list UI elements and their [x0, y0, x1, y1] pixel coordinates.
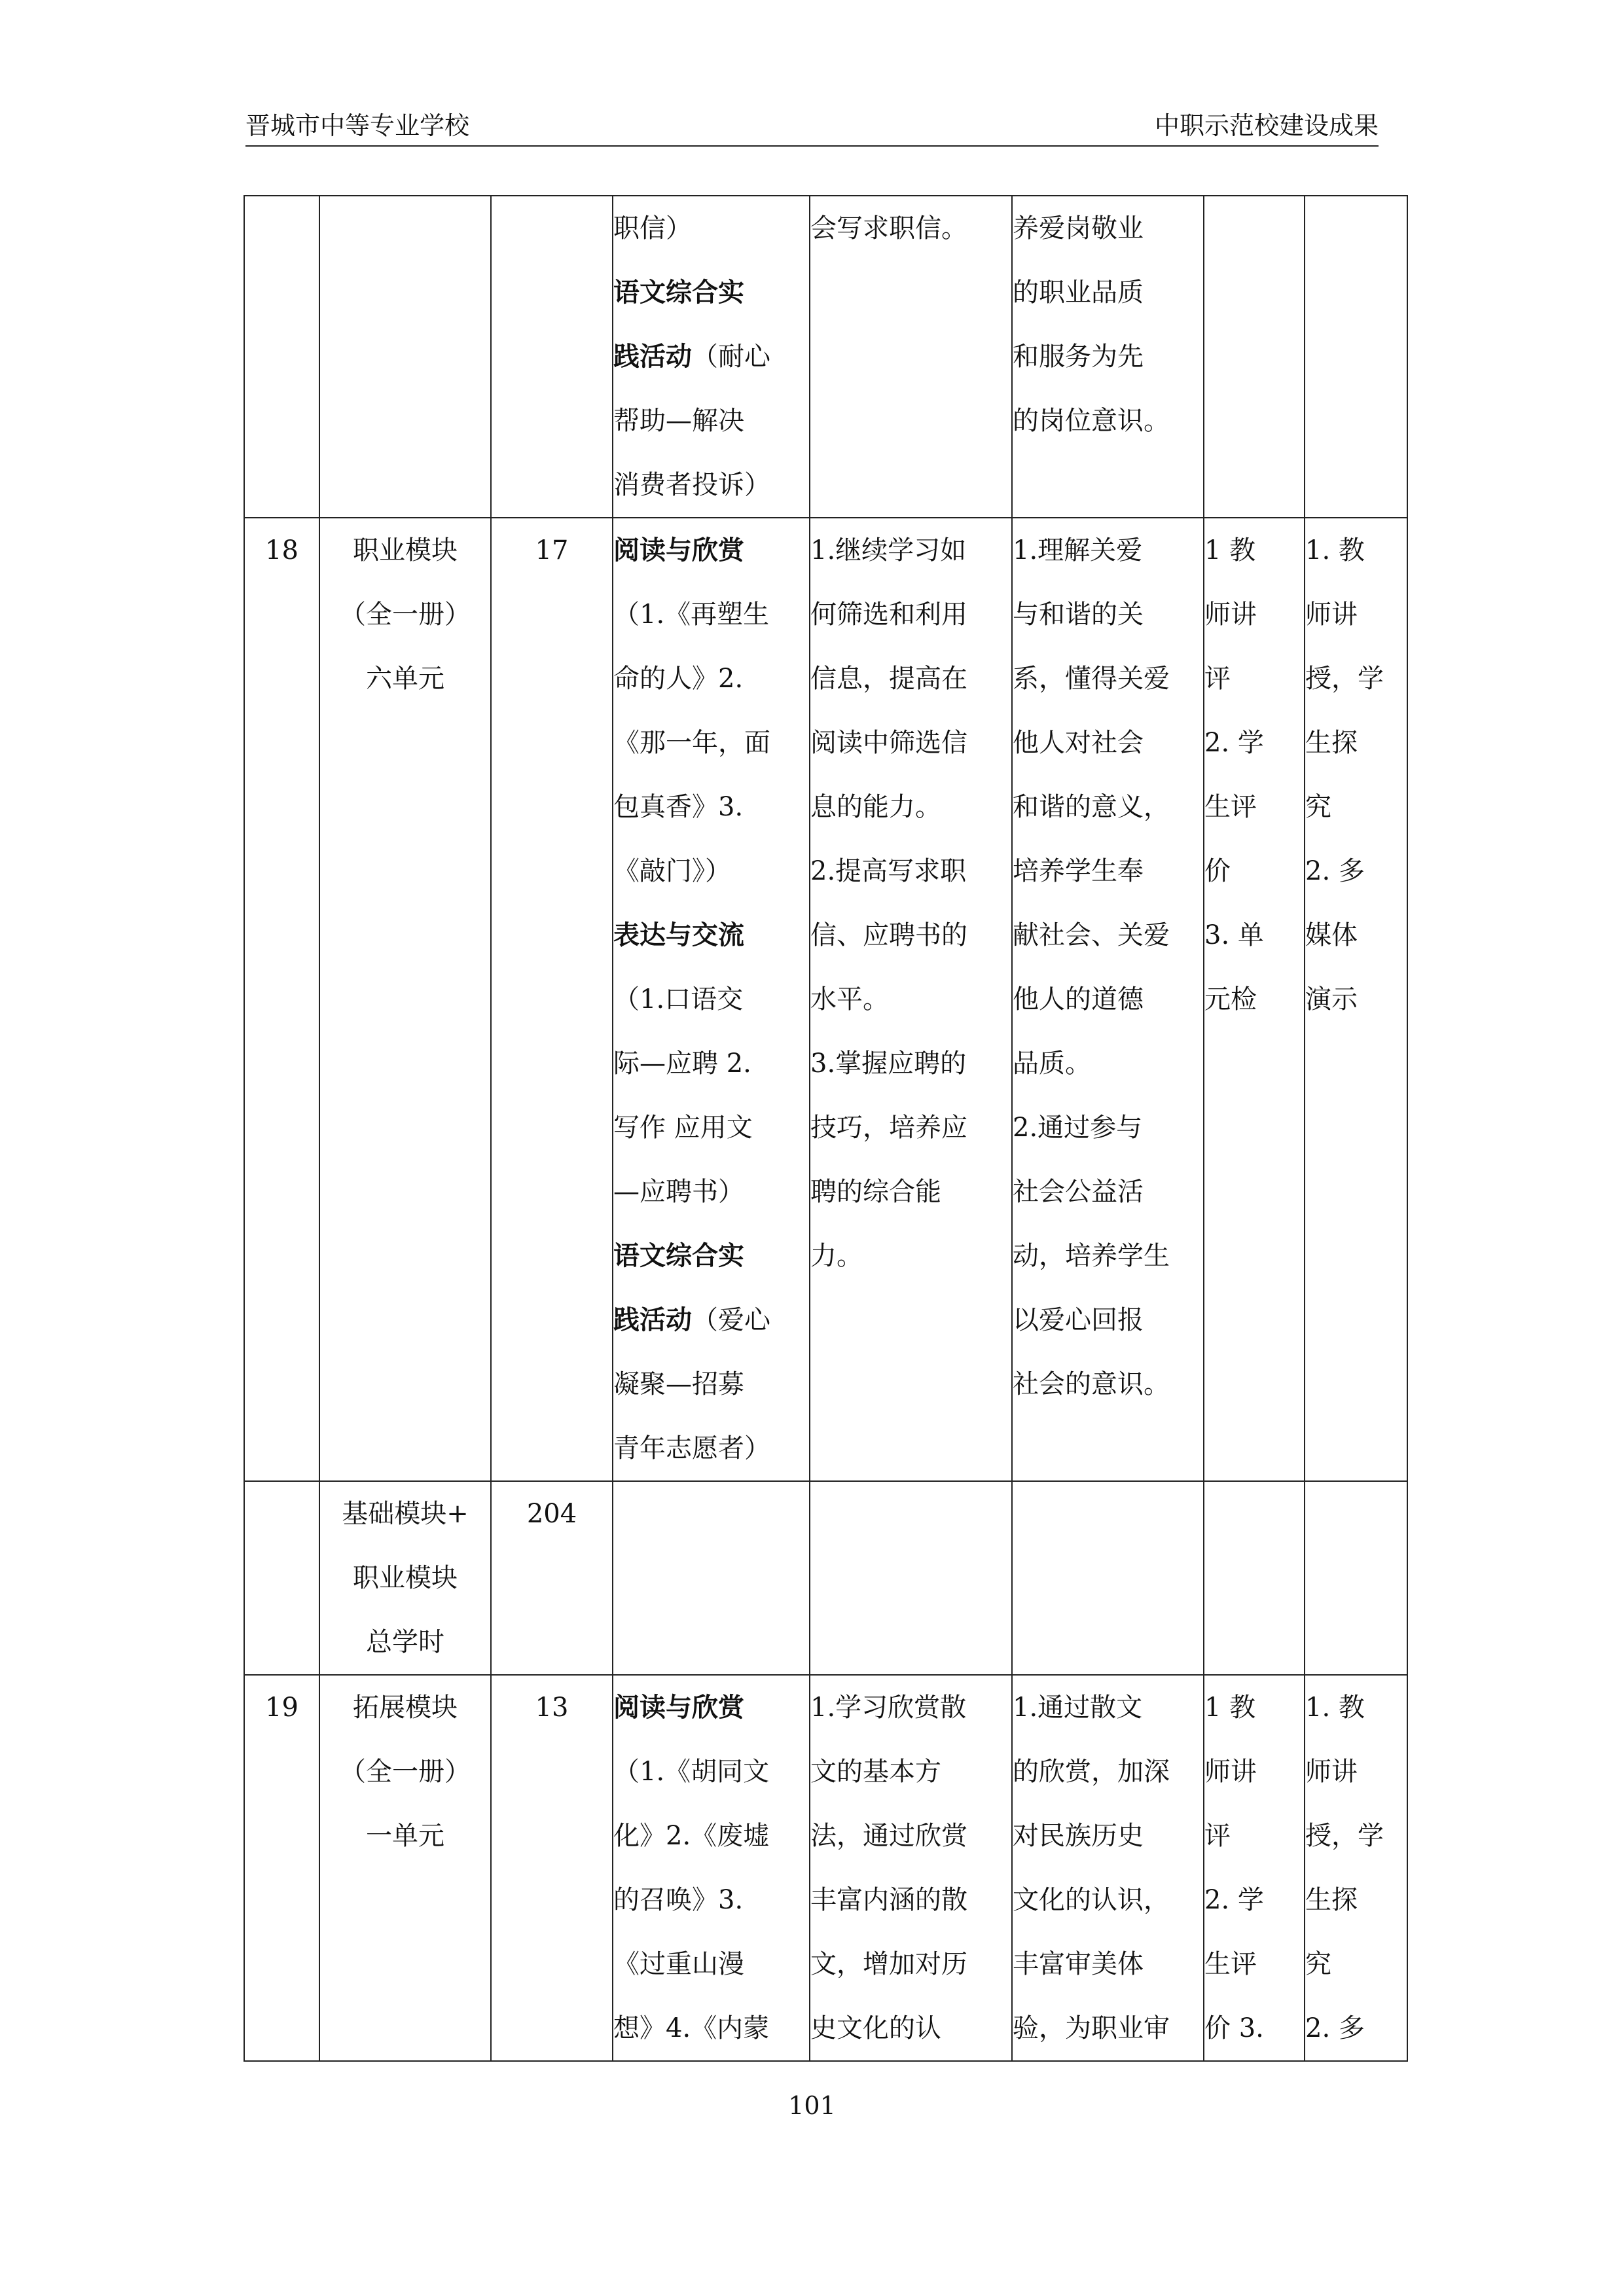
cell-line: 2.通过参与 — [1013, 1113, 1143, 1143]
content-text: 包真香》3. — [613, 792, 744, 822]
cell-line: 2. 多 — [1305, 856, 1365, 886]
cell-line: 养爱岗敬业 — [1013, 213, 1144, 243]
content-line — [613, 1288, 809, 1352]
cell-line: 文的基本方 — [810, 1757, 941, 1787]
cell-line: 文化的认识， — [1013, 1885, 1170, 1915]
cell-line: 价 3. — [1204, 2013, 1264, 2043]
cell-line: 献社会、关爱 — [1013, 920, 1170, 950]
ability-cell — [810, 196, 1012, 518]
cell-line: 2. 学 — [1204, 728, 1264, 758]
cell-line: 社会公益活 — [1013, 1177, 1144, 1207]
cell-line: 职业模块 — [353, 535, 458, 565]
hours-cell — [491, 518, 613, 1481]
content-text: 想》4.《内蒙 — [613, 2013, 770, 2043]
table-row — [244, 1481, 1407, 1675]
cell-line: 丰富审美体 — [1013, 1949, 1144, 1979]
hours-cell — [491, 196, 613, 518]
cell-line: 元检 — [1204, 984, 1257, 1014]
hours-value: 13 — [535, 1693, 569, 1723]
cell-line: 聘的综合能 — [810, 1177, 941, 1207]
cell-line: 1.通过散文 — [1013, 1693, 1143, 1723]
cell-line: 信、应聘书的 — [810, 920, 967, 950]
assessment-cell — [1204, 518, 1305, 1481]
method-cell — [1305, 196, 1407, 518]
content-line — [613, 518, 809, 583]
cell-line: 的岗位意识。 — [1013, 406, 1170, 436]
cell-line: 对民族历史 — [1013, 1821, 1144, 1851]
cell-line: 六单元 — [366, 664, 444, 694]
content-text: 命的人》2. — [613, 664, 744, 694]
cell-line: 品质。 — [1013, 1049, 1091, 1079]
cell-line: 基础模块+ — [342, 1499, 469, 1529]
cell-line: 的职业品质 — [1013, 278, 1144, 308]
content-line — [613, 647, 809, 711]
content-cell — [613, 1675, 810, 2061]
content-text: 语文综合实 — [613, 1240, 744, 1271]
module-cell — [319, 1481, 491, 1675]
content-text: （1.《胡同文 — [613, 1757, 770, 1787]
content-text: 际—应聘 2. — [613, 1049, 751, 1079]
cell-line: 1.学习欣赏散 — [810, 1693, 967, 1723]
content-line — [613, 1932, 809, 1996]
cell-line: 3. 单 — [1204, 920, 1264, 950]
method-cell — [1305, 518, 1407, 1481]
content-line — [613, 260, 809, 325]
cell-line: 丰富内涵的散 — [810, 1885, 967, 1915]
content-text-rest: （耐心 — [692, 342, 770, 372]
cell-line: 1 教 — [1204, 535, 1256, 565]
cell-line: 的欣赏，加深 — [1013, 1757, 1170, 1787]
cell-line: 培养学生奉 — [1013, 856, 1144, 886]
content-line — [613, 1804, 809, 1868]
school-name: 晋城市中等专业学校 — [245, 111, 470, 140]
cell-line: 1.继续学习如 — [810, 535, 967, 565]
content-text: 青年志愿者） — [613, 1433, 770, 1463]
hours-cell — [491, 1481, 613, 1675]
module-cell — [319, 196, 491, 518]
cell-line: 法，通过欣赏 — [810, 1821, 967, 1851]
content-line — [613, 1416, 809, 1480]
cell-line: 息的能力。 — [810, 792, 941, 822]
curriculum-table — [244, 195, 1408, 2062]
cell-line: 总学时 — [366, 1627, 444, 1657]
quality-cell — [1012, 1675, 1204, 2061]
content-line — [613, 775, 809, 839]
content-text: 《过重山漫 — [613, 1949, 744, 1979]
cell-line: 评 — [1204, 1821, 1231, 1851]
cell-line: 2.提高写求职 — [810, 856, 967, 886]
cell-line: （全一册） — [340, 1757, 471, 1787]
ability-cell — [810, 1675, 1012, 2061]
method-cell — [1305, 1481, 1407, 1675]
content-line — [613, 903, 809, 967]
row-number-cell — [244, 1675, 319, 2061]
content-line — [613, 967, 809, 1031]
cell-line: 1 教 — [1204, 1693, 1256, 1723]
cell-line: 生评 — [1204, 1949, 1257, 1979]
content-text: 践活动 — [613, 341, 692, 372]
hours-value: 204 — [526, 1499, 577, 1529]
cell-line: 阅读中筛选信 — [810, 728, 967, 758]
assessment-cell — [1204, 1481, 1305, 1675]
cell-line: 究 — [1305, 1949, 1331, 1979]
row-number-cell — [244, 196, 319, 518]
content-text: 践活动 — [613, 1304, 692, 1335]
content-line — [613, 1031, 809, 1096]
content-cell — [613, 518, 810, 1481]
content-text: 《那一年，面 — [613, 728, 770, 758]
content-text-rest: （爱心 — [692, 1305, 770, 1335]
content-line — [613, 453, 809, 517]
cell-line: 和谐的意义， — [1013, 792, 1170, 822]
content-text: 帮助—解决 — [613, 406, 744, 436]
ability-cell — [810, 518, 1012, 1481]
content-text: 阅读与欣赏 — [613, 1692, 744, 1723]
cell-line: 水平。 — [810, 984, 889, 1014]
content-text: 凝聚—招募 — [613, 1369, 744, 1399]
cell-line: 2. 学 — [1204, 1885, 1264, 1915]
content-text: 消费者投诉） — [613, 470, 770, 500]
cell-line: 演示 — [1305, 984, 1358, 1014]
table-row — [244, 1675, 1407, 2061]
content-line — [613, 325, 809, 389]
quality-cell — [1012, 518, 1204, 1481]
content-line — [613, 1096, 809, 1160]
cell-line: 生探 — [1305, 728, 1358, 758]
cell-line: 价 — [1204, 856, 1231, 886]
content-text: 写作 应用文 — [613, 1113, 753, 1143]
cell-line: 2. 多 — [1305, 2013, 1365, 2043]
content-line — [613, 1996, 809, 2060]
cell-line: 职业模块 — [353, 1563, 458, 1593]
content-text: 《敲门》） — [613, 856, 731, 886]
cell-line: 会写求职信。 — [810, 213, 967, 243]
table-row — [244, 518, 1407, 1481]
content-line — [613, 583, 809, 647]
content-line — [613, 839, 809, 903]
content-line — [613, 1868, 809, 1932]
cell-line: 他人对社会 — [1013, 728, 1144, 758]
content-text: —应聘书） — [613, 1177, 744, 1207]
content-text: 表达与交流 — [613, 920, 744, 950]
page-header — [245, 113, 1379, 147]
cell-line: 验，为职业审 — [1013, 2013, 1170, 2043]
cell-line: 一单元 — [366, 1821, 444, 1851]
cell-line: 生探 — [1305, 1885, 1358, 1915]
content-text: （1.口语交 — [613, 984, 744, 1014]
cell-line: 技巧，培养应 — [810, 1113, 967, 1143]
cell-line: 3.掌握应聘的 — [810, 1049, 967, 1079]
cell-line: 动，培养学生 — [1013, 1241, 1170, 1271]
table-row — [244, 196, 1407, 518]
document-title: 中职示范校建设成果 — [1154, 111, 1379, 140]
cell-line: 评 — [1204, 664, 1231, 694]
content-line — [613, 1160, 809, 1224]
cell-line: 师讲 — [1305, 600, 1358, 630]
content-cell — [613, 196, 810, 518]
row-number: 19 — [265, 1693, 298, 1723]
page-number: 101 — [788, 2091, 836, 2120]
content-text: 职信） — [613, 213, 692, 243]
cell-line: 1.理解关爱 — [1013, 535, 1143, 565]
cell-line: 授，学 — [1305, 664, 1384, 694]
cell-line: 史文化的认 — [810, 2013, 941, 2043]
method-cell — [1305, 1675, 1407, 2061]
content-line — [613, 711, 809, 775]
assessment-cell — [1204, 196, 1305, 518]
cell-line: 以爱心回报 — [1013, 1305, 1144, 1335]
content-line — [613, 1352, 809, 1416]
cell-line: 文，增加对历 — [810, 1949, 967, 1979]
row-number: 18 — [265, 535, 298, 565]
content-text: （1.《再塑生 — [613, 600, 770, 630]
cell-line: 信息，提高在 — [810, 664, 967, 694]
content-line — [613, 1740, 809, 1804]
content-text: 阅读与欣赏 — [613, 535, 744, 565]
cell-line: 师讲 — [1305, 1757, 1358, 1787]
content-cell — [613, 1481, 810, 1675]
cell-line: 生评 — [1204, 792, 1257, 822]
cell-line: 何筛选和利用 — [810, 600, 967, 630]
row-number-cell — [244, 1481, 319, 1675]
cell-line: 师讲 — [1204, 1757, 1257, 1787]
quality-cell — [1012, 196, 1204, 518]
cell-line: 媒体 — [1305, 920, 1358, 950]
cell-line: （全一册） — [340, 600, 471, 630]
cell-line: 1. 教 — [1305, 1693, 1365, 1723]
content-text: 的召唤》3. — [613, 1885, 744, 1915]
ability-cell — [810, 1481, 1012, 1675]
cell-line: 师讲 — [1204, 600, 1257, 630]
module-cell — [319, 518, 491, 1481]
cell-line: 社会的意识。 — [1013, 1369, 1170, 1399]
cell-line: 他人的道德 — [1013, 984, 1144, 1014]
quality-cell — [1012, 1481, 1204, 1675]
cell-line: 系，懂得关爱 — [1013, 664, 1170, 694]
content-line — [613, 389, 809, 453]
content-line — [613, 1224, 809, 1288]
cell-line: 究 — [1305, 792, 1331, 822]
hours-cell — [491, 1675, 613, 2061]
cell-line: 力。 — [810, 1241, 863, 1271]
cell-line: 和服务为先 — [1013, 342, 1144, 372]
cell-line: 1. 教 — [1305, 535, 1365, 565]
content-line — [613, 1676, 809, 1740]
cell-line: 与和谐的关 — [1013, 600, 1144, 630]
content-text: 语文综合实 — [613, 277, 744, 308]
row-number-cell — [244, 518, 319, 1481]
cell-line: 拓展模块 — [353, 1693, 458, 1723]
module-cell — [319, 1675, 491, 2061]
cell-line: 授，学 — [1305, 1821, 1384, 1851]
assessment-cell — [1204, 1675, 1305, 2061]
content-text: 化》2.《废墟 — [613, 1821, 770, 1851]
hours-value: 17 — [535, 535, 569, 565]
content-line — [613, 196, 809, 260]
